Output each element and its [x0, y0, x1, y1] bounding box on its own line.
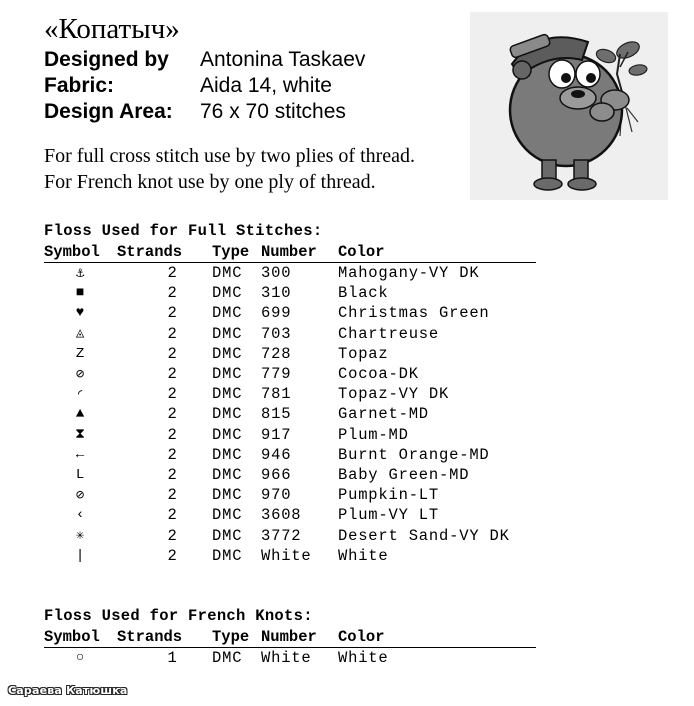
color-name-cell: Plum-MD [338, 425, 409, 444]
symbol-glyph: ◬ [75, 326, 86, 343]
type-cell: DMC [212, 526, 243, 545]
color-name-cell: White [338, 649, 389, 668]
symbol-glyph: ◜ [75, 386, 86, 403]
symbol-glyph: ⚓ [75, 265, 86, 282]
watermark-signature: Сараева Катюшка [8, 684, 128, 697]
color-name-cell: Topaz-VY DK [338, 385, 450, 404]
number-cell: 966 [261, 465, 292, 484]
strands-cell: 2 [167, 486, 178, 505]
full-stitch-note: For full cross stitch use by two plies of thread. [44, 145, 416, 167]
type-cell: DMC [212, 445, 243, 464]
number-cell: White [261, 649, 312, 668]
col-symbol: Symbol [44, 627, 117, 648]
col-color: Color [338, 627, 536, 648]
pattern-title: «Копатыч» [44, 13, 180, 45]
symbol-glyph: ⧗ [75, 426, 86, 443]
number-cell: 300 [261, 264, 292, 283]
col-strands: Strands [117, 242, 212, 263]
strands-cell: 2 [167, 385, 178, 404]
symbol-glyph: ■ [75, 285, 86, 302]
french-knots-heading: Floss Used for French Knots: [44, 607, 313, 625]
color-name-cell: Garnet-MD [338, 405, 429, 424]
symbol-glyph: | [75, 547, 86, 564]
designer-label: Designed by [44, 48, 169, 71]
color-name-cell: Christmas Green [338, 304, 490, 323]
strands-cell: 2 [167, 284, 178, 303]
table-row [44, 546, 536, 566]
symbol-glyph: Z [75, 345, 86, 362]
color-name-cell: Black [338, 284, 389, 303]
table-row [44, 263, 536, 284]
strands-cell: 2 [167, 405, 178, 424]
table-row [44, 505, 536, 525]
design-area-row [44, 100, 365, 126]
fabric-row [44, 74, 365, 100]
number-cell: 779 [261, 365, 292, 384]
color-name-cell: Pumpkin-LT [338, 486, 440, 505]
symbol-glyph: ‹ [75, 507, 86, 524]
pattern-info [44, 48, 365, 126]
color-name-cell: White [338, 546, 389, 565]
table-row [44, 465, 536, 485]
table-row [44, 303, 536, 323]
symbol-glyph: ○ [75, 650, 86, 667]
type-cell: DMC [212, 385, 243, 404]
number-cell: 815 [261, 405, 292, 424]
stitch-notes [44, 143, 415, 195]
col-strands: Strands [117, 627, 212, 648]
fabric-label: Fabric: [44, 74, 115, 97]
french-knot-note: For French knot use by one ply of thread. [44, 171, 376, 193]
col-type: Type [212, 242, 261, 263]
color-name-cell: Burnt Orange-MD [338, 445, 490, 464]
designer-value: Antonina Taskaev [200, 48, 366, 71]
col-type: Type [212, 627, 261, 648]
type-cell: DMC [212, 365, 243, 384]
color-name-cell: Desert Sand-VY DK [338, 526, 510, 545]
full-stitches-heading: Floss Used for Full Stitches: [44, 222, 323, 240]
table-row [44, 485, 536, 505]
strands-cell: 2 [167, 425, 178, 444]
type-cell: DMC [212, 546, 243, 565]
col-color: Color [338, 242, 536, 263]
designer-row [44, 48, 365, 74]
col-number: Number [261, 627, 338, 648]
color-name-cell: Plum-VY LT [338, 506, 440, 525]
table-row [44, 384, 536, 404]
symbol-glyph: ▲ [75, 406, 86, 423]
table-header-row [44, 242, 536, 263]
table-row [44, 324, 536, 344]
number-cell: 310 [261, 284, 292, 303]
table-row [44, 364, 536, 384]
symbol-glyph: ✳ [75, 528, 86, 545]
color-name-cell: Mahogany-VY DK [338, 264, 480, 283]
strands-cell: 2 [167, 546, 178, 565]
symbol-glyph: ⊘ [75, 487, 86, 504]
table-header-row [44, 627, 536, 648]
strands-cell: 2 [167, 304, 178, 323]
strands-cell: 2 [167, 506, 178, 525]
table-row [44, 445, 536, 465]
table-row [44, 648, 536, 669]
mascot-illustration [470, 12, 668, 200]
number-cell: 917 [261, 425, 292, 444]
number-cell: 728 [261, 344, 292, 363]
color-name-cell: Topaz [338, 344, 389, 363]
type-cell: DMC [212, 264, 243, 283]
col-symbol: Symbol [44, 242, 117, 263]
strands-cell: 2 [167, 365, 178, 384]
fabric-value: Aida 14, white [200, 74, 332, 97]
type-cell: DMC [212, 465, 243, 484]
type-cell: DMC [212, 506, 243, 525]
color-name-cell: Baby Green-MD [338, 465, 470, 484]
table-row [44, 344, 536, 364]
table-row [44, 525, 536, 545]
number-cell: 781 [261, 385, 292, 404]
strands-cell: 2 [167, 344, 178, 363]
type-cell: DMC [212, 304, 243, 323]
strands-cell: 2 [167, 324, 178, 343]
symbol-glyph: ⊘ [75, 366, 86, 383]
table-row [44, 404, 536, 424]
full-stitches-table [44, 242, 536, 566]
symbol-glyph: ← [75, 446, 86, 463]
design-area-value: 76 x 70 stitches [200, 100, 346, 123]
number-cell: 3608 [261, 506, 302, 525]
strands-cell: 2 [167, 526, 178, 545]
type-cell: DMC [212, 425, 243, 444]
number-cell: White [261, 546, 312, 565]
table-row [44, 425, 536, 445]
table-row [44, 283, 536, 303]
number-cell: 970 [261, 486, 292, 505]
number-cell: 703 [261, 324, 292, 343]
type-cell: DMC [212, 649, 243, 668]
type-cell: DMC [212, 405, 243, 424]
strands-cell: 2 [167, 465, 178, 484]
color-name-cell: Cocoa-DK [338, 365, 419, 384]
number-cell: 3772 [261, 526, 302, 545]
number-cell: 699 [261, 304, 292, 323]
strands-cell: 1 [167, 649, 178, 668]
strands-cell: 2 [167, 445, 178, 464]
type-cell: DMC [212, 284, 243, 303]
french-knots-table [44, 627, 536, 668]
symbol-glyph: ♥ [75, 305, 86, 322]
type-cell: DMC [212, 344, 243, 363]
type-cell: DMC [212, 324, 243, 343]
design-area-label: Design Area: [44, 100, 173, 123]
type-cell: DMC [212, 486, 243, 505]
symbol-glyph: L [75, 466, 86, 483]
col-number: Number [261, 242, 338, 263]
strands-cell: 2 [167, 264, 178, 283]
color-name-cell: Chartreuse [338, 324, 440, 343]
number-cell: 946 [261, 445, 292, 464]
